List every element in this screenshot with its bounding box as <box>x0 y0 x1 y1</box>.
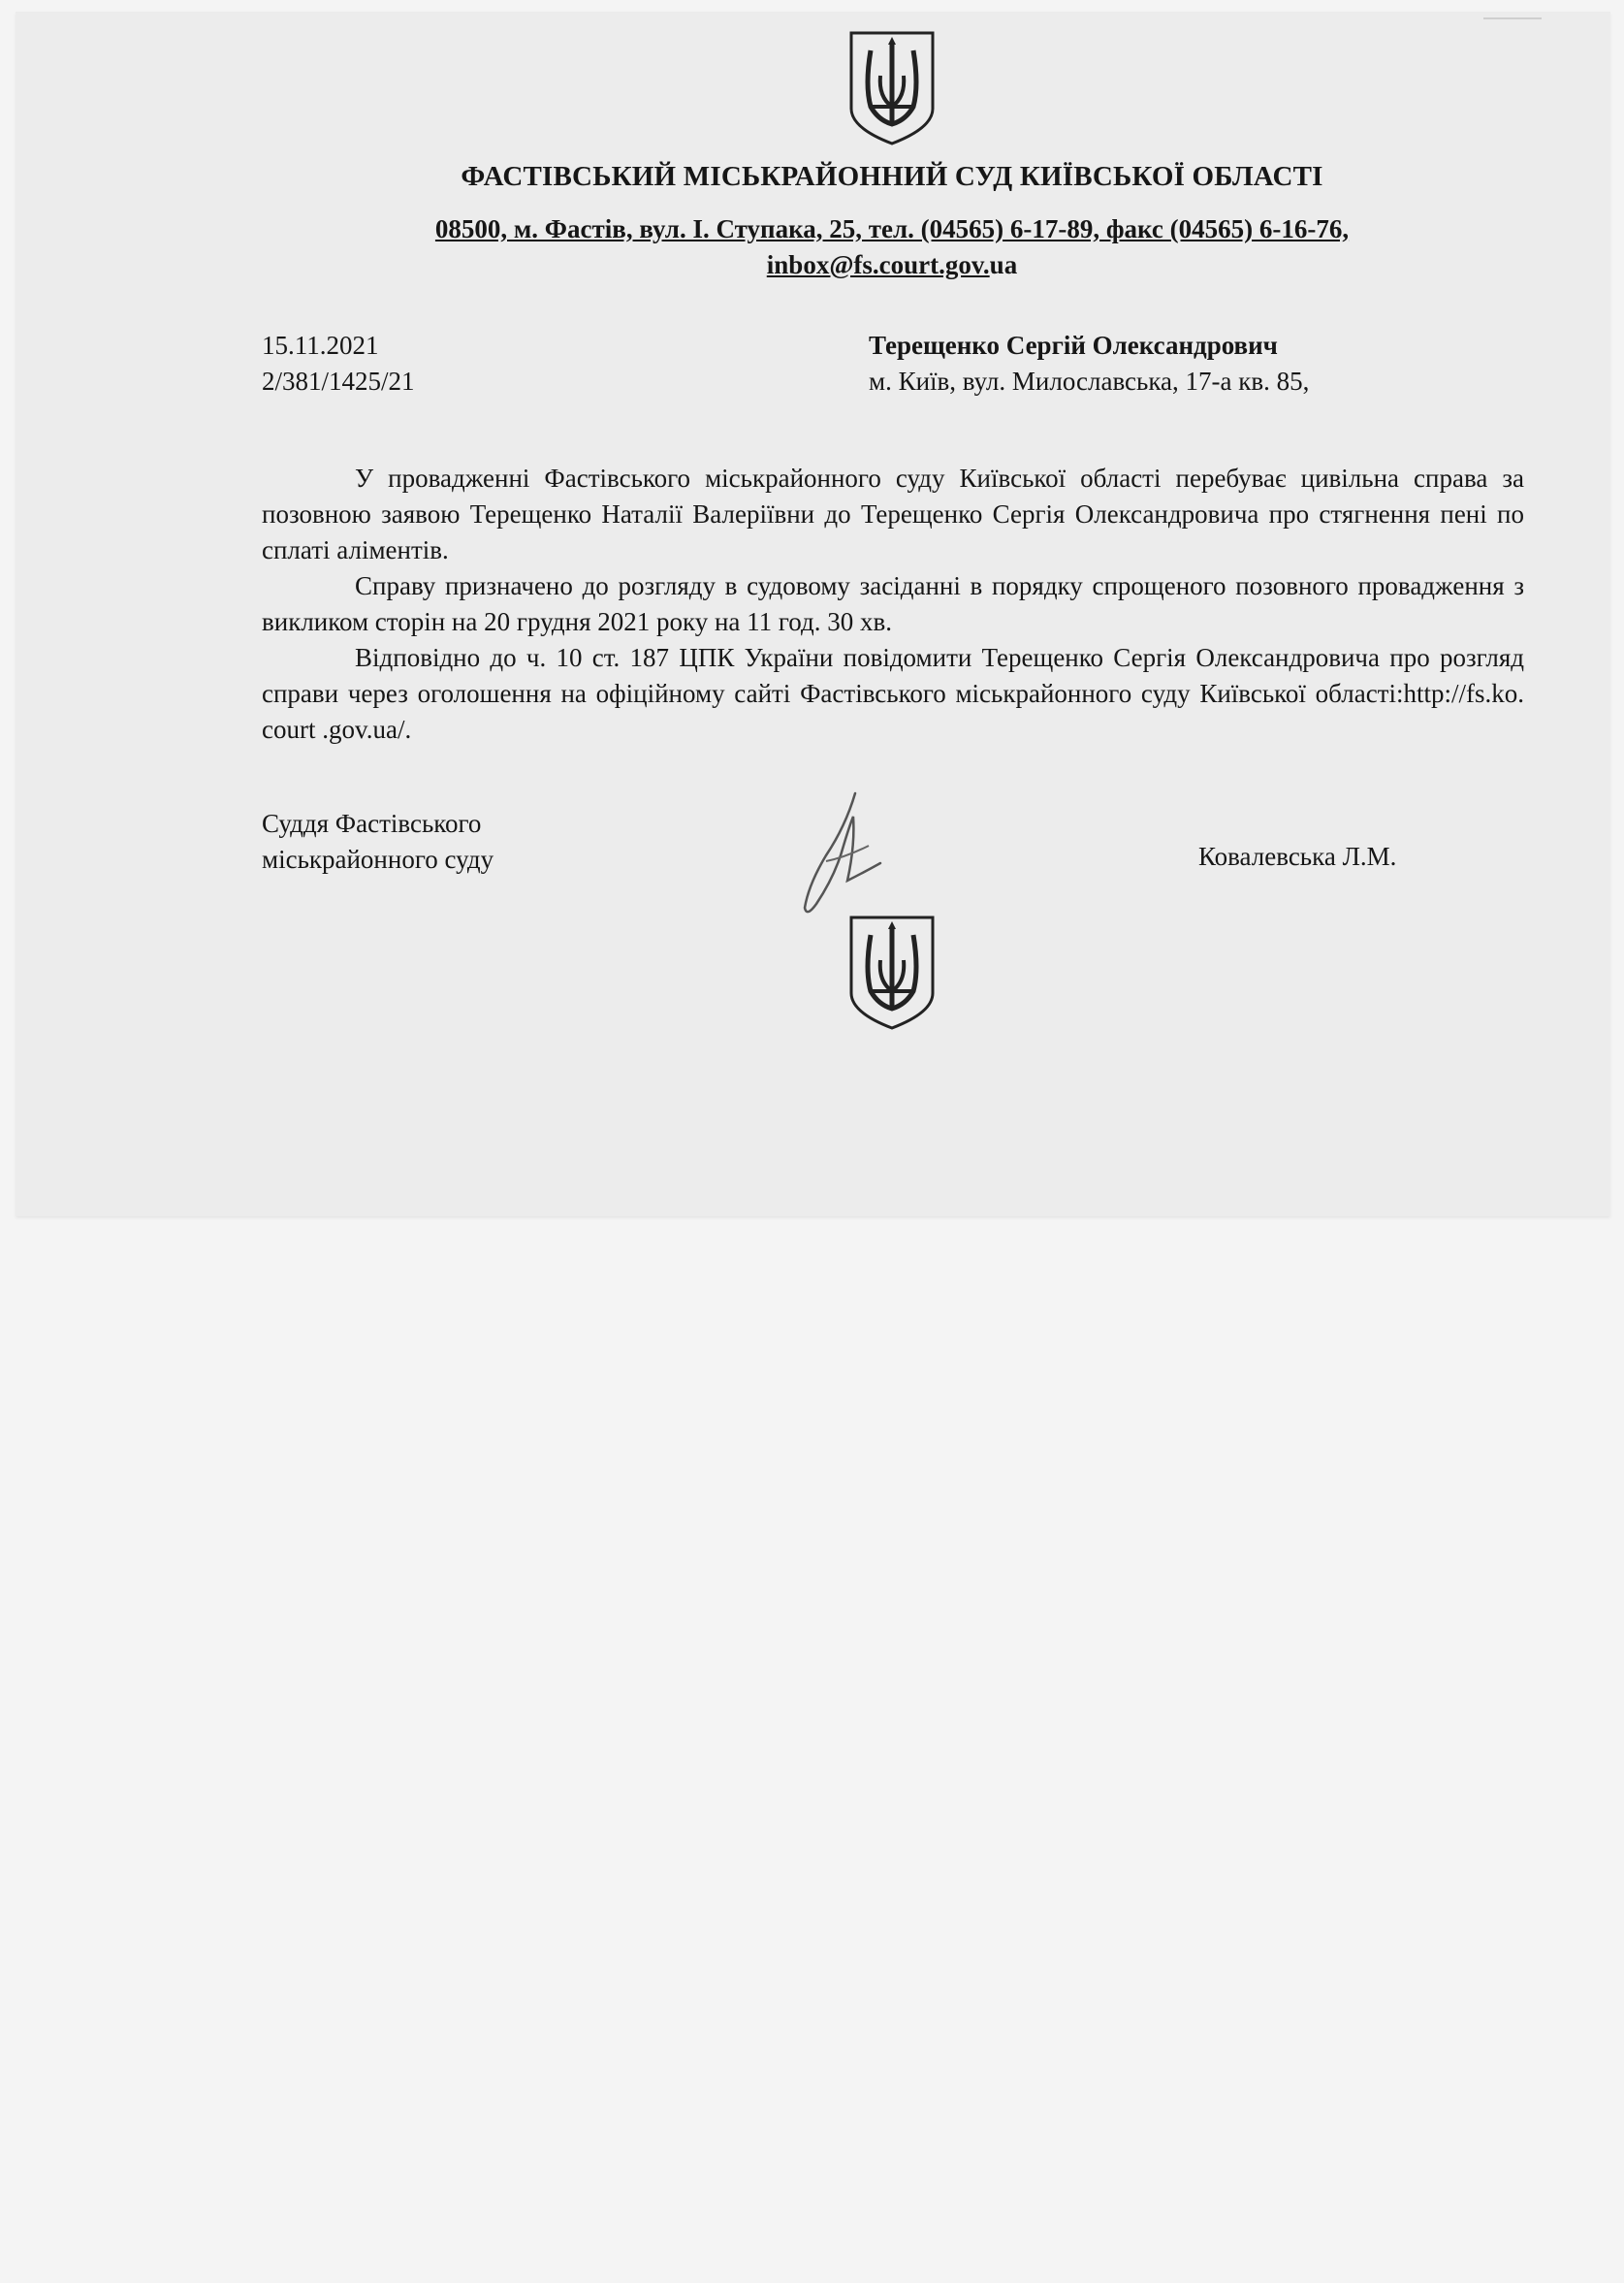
paragraph: Справу призначено до розгляду в судовому засіданні в порядку спрощеного позовного провадження з викликом сторін на 20 грудня 2021 року на 11 год. 30 хв. <box>262 571 1524 636</box>
document-meta <box>262 328 415 400</box>
scan-artifact <box>1483 17 1542 19</box>
case-number: 2/381/1425/21 <box>262 367 415 396</box>
document-date: 15.11.2021 <box>262 331 379 360</box>
handwritten-signature <box>787 788 894 923</box>
address-line: 08500, м. Фастів, вул. І. Ступака, 25, тел. (04565) 6-17-89, факс (04565) 6-16-76, <box>434 214 1350 243</box>
judge-name: Ковалевська Л.М. <box>1198 842 1397 871</box>
judge-title <box>262 806 494 878</box>
recipient-address: м. Київ, вул. Милославська, 17-а кв. 85, <box>869 367 1310 396</box>
paragraph: У провадженні Фастівського міськрайонного суду Київської області перебуває цивільна справа за позовною заявою Терещенко Наталії Валеріївни до Терещенко Сергія Олександровича про стягнення пені по сплаті аліментів. <box>262 464 1524 564</box>
trident-emblem-icon <box>845 912 939 1032</box>
notice-body <box>262 461 1524 748</box>
court-address <box>372 211 1412 283</box>
court-email-tld: ua <box>989 250 1018 279</box>
judge-title-line: Суддя Фастівського <box>262 809 482 838</box>
judge-title-line: міськрайонного суду <box>262 845 494 874</box>
paragraph: Відповідно до ч. 10 ст. 187 ЦПК України повідомити Терещенко Сергія Олександровича про розгляд справи через оголошення на офіційному сайті Фастівського міськрайонного суду Київської області:http://fs.ko. court .gov.ua/. <box>262 643 1524 744</box>
trident-emblem-icon <box>845 27 939 147</box>
recipient-block <box>869 328 1309 400</box>
recipient-name: Терещенко Сергій Олександрович <box>869 331 1278 360</box>
court-name: ФАСТІВСЬКИЙ МІСЬКРАЙОННИЙ СУД КИЇВСЬКОЇ ОБЛАСТІ <box>461 161 1323 192</box>
court-email[interactable]: inbox@fs.court.gov. <box>766 250 990 279</box>
